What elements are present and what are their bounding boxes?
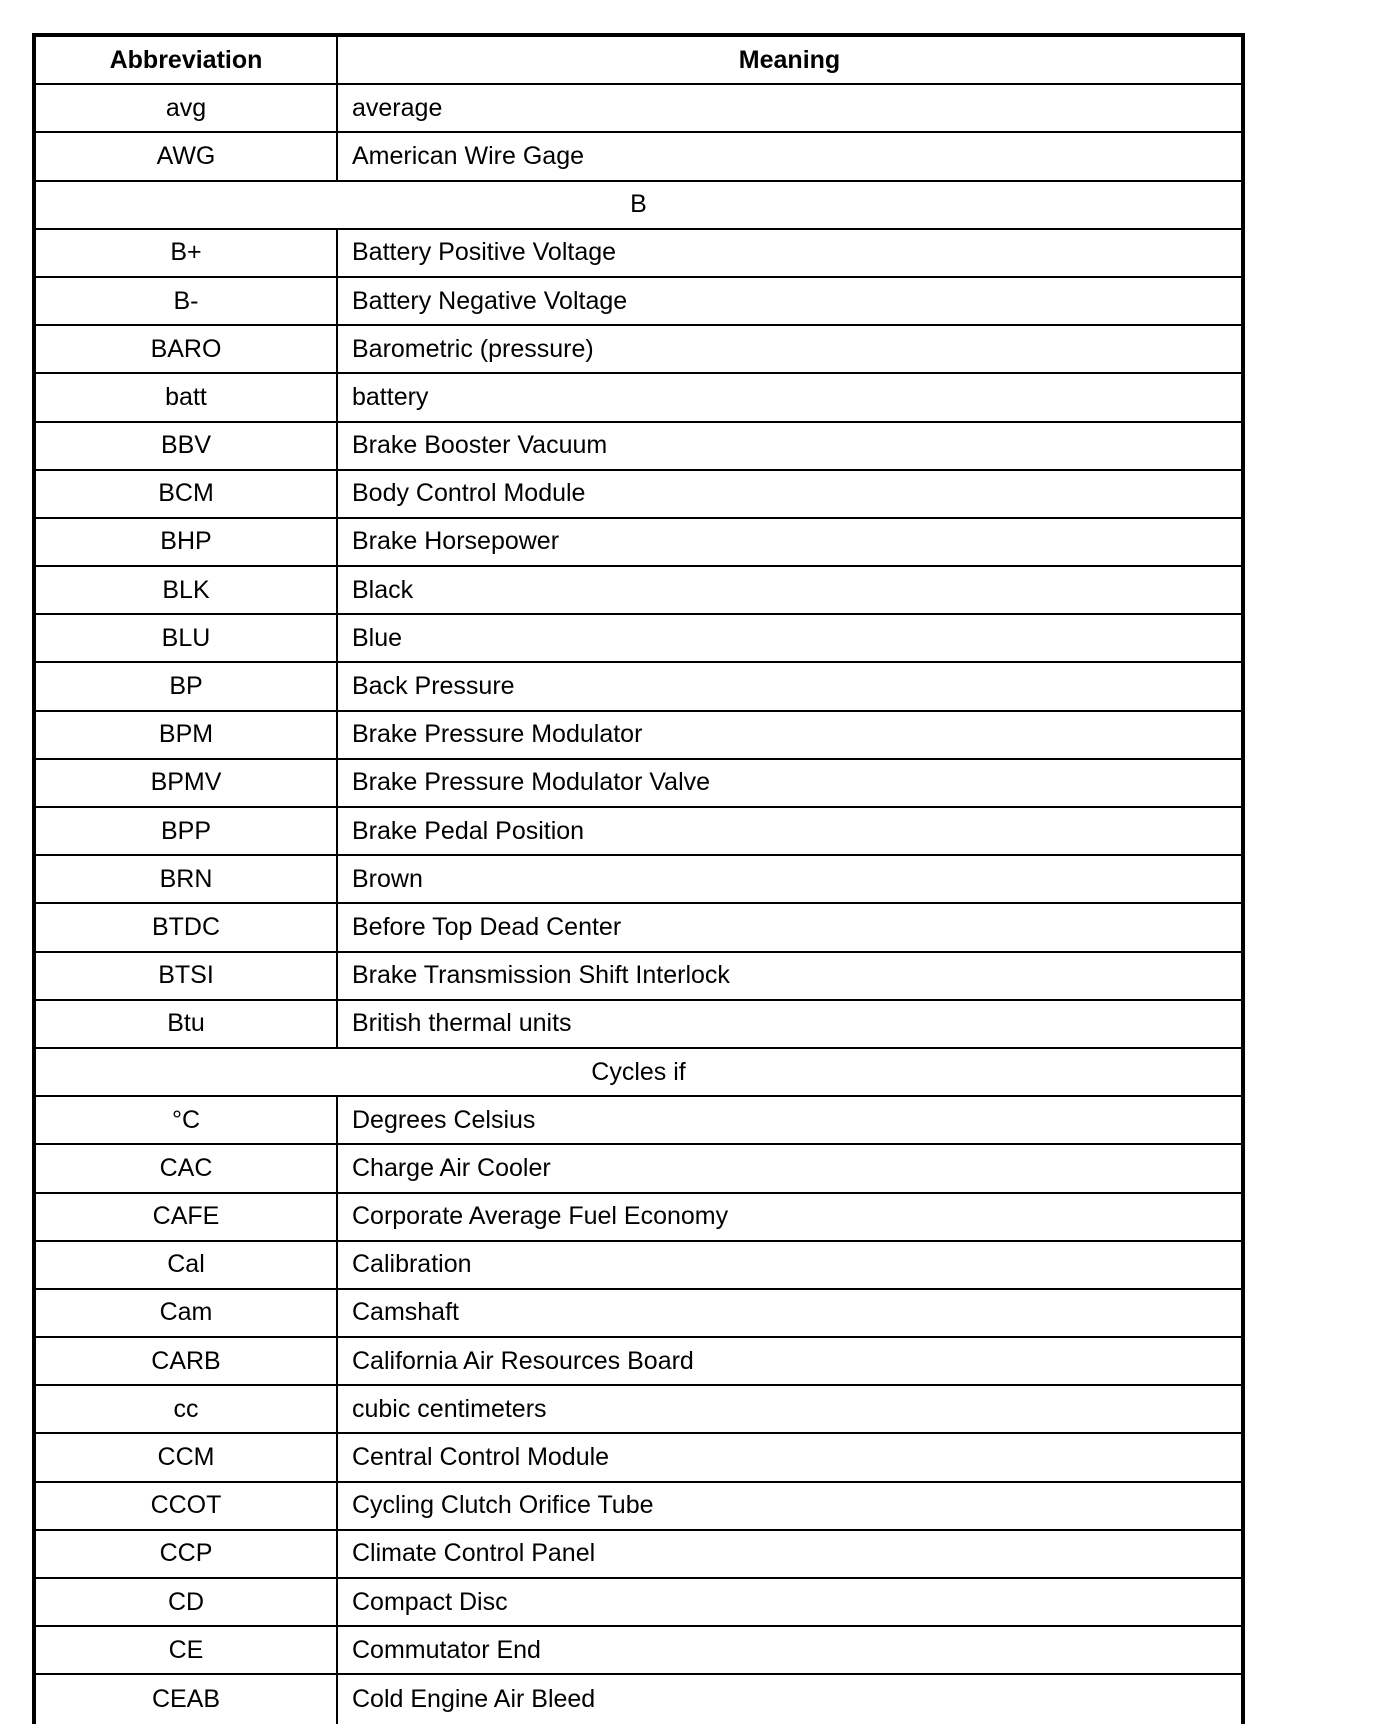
abbreviation-cell: BLU [36, 615, 338, 661]
meaning-cell: Corporate Average Fuel Economy [352, 1202, 729, 1231]
meaning-cell: Climate Control Panel [352, 1539, 596, 1568]
abbreviation-cell: BP [36, 663, 338, 709]
table-row [36, 278, 1241, 326]
abbreviation-cell: Btu [36, 1001, 338, 1047]
abbreviation-cell: BHP [36, 519, 338, 565]
abbreviation-cell: BTDC [36, 904, 338, 950]
meaning-cell: Brake Pressure Modulator Valve [352, 768, 711, 797]
abbreviation-cell: BCM [36, 471, 338, 517]
abbreviation-cell: BTSI [36, 953, 338, 999]
table-row [36, 1675, 1241, 1723]
table-row [36, 326, 1241, 374]
table-row [36, 712, 1241, 760]
table-row [36, 1386, 1241, 1434]
table-row [36, 1531, 1241, 1579]
table-row [36, 663, 1241, 711]
meaning-cell: Brake Pedal Position [352, 816, 585, 845]
meaning-cell: Compact Disc [352, 1587, 508, 1616]
meaning-cell: battery [352, 382, 429, 411]
abbreviation-cell: CD [36, 1579, 338, 1625]
table-row [36, 1483, 1241, 1531]
section-label: B [630, 190, 647, 219]
abbreviation-cell: BPP [36, 808, 338, 854]
meaning-cell: Body Control Module [352, 479, 586, 508]
table-body [36, 85, 1241, 1723]
table-row [36, 1579, 1241, 1627]
abbreviation-cell: CEAB [36, 1675, 338, 1723]
table-header-row [36, 37, 1241, 85]
meaning-cell: cubic centimeters [352, 1394, 547, 1423]
meaning-cell: Camshaft [352, 1298, 459, 1327]
abbreviation-cell: BPMV [36, 760, 338, 806]
abbreviation-cell: BPM [36, 712, 338, 758]
abbreviation-cell: B+ [36, 230, 338, 276]
table-row [36, 1627, 1241, 1675]
table-row [36, 374, 1241, 422]
table-row [36, 1001, 1241, 1049]
abbreviation-cell: BRN [36, 856, 338, 902]
meaning-cell: Brown [352, 864, 423, 893]
table-row [36, 471, 1241, 519]
abbreviation-cell: °C [36, 1097, 338, 1143]
meaning-cell: California Air Resources Board [352, 1346, 694, 1375]
abbreviation-cell: CAFE [36, 1194, 338, 1240]
meaning-cell: Barometric (pressure) [352, 334, 594, 363]
abbreviation-cell: Cam [36, 1290, 338, 1336]
table-row [36, 904, 1241, 952]
table-row [36, 423, 1241, 471]
abbreviation-cell: B- [36, 278, 338, 324]
table-row [36, 1338, 1241, 1386]
meaning-cell: Brake Pressure Modulator [352, 720, 643, 749]
abbreviation-cell: CARB [36, 1338, 338, 1384]
section-row [36, 1049, 1241, 1097]
table-row [36, 760, 1241, 808]
table-row [36, 1194, 1241, 1242]
section-row [36, 182, 1241, 230]
table-row [36, 615, 1241, 663]
abbreviation-cell: BBV [36, 423, 338, 469]
abbreviation-cell: batt [36, 374, 338, 420]
meaning-cell: Degrees Celsius [352, 1105, 536, 1134]
meaning-cell: Cold Engine Air Bleed [352, 1684, 596, 1713]
table-row [36, 85, 1241, 133]
meaning-cell: Black [352, 575, 414, 604]
section-label: Cycles if [591, 1057, 686, 1086]
meaning-cell: Brake Transmission Shift Interlock [352, 961, 730, 990]
table-row [36, 1097, 1241, 1145]
table-row [36, 519, 1241, 567]
meaning-cell: Commutator End [352, 1635, 541, 1664]
abbreviation-cell: AWG [36, 133, 338, 179]
abbreviation-cell: CCM [36, 1434, 338, 1480]
meaning-cell: Charge Air Cooler [352, 1153, 551, 1182]
header-meaning: Meaning [738, 45, 841, 74]
table-row [36, 808, 1241, 856]
table-row [36, 1290, 1241, 1338]
meaning-cell: British thermal units [352, 1009, 572, 1038]
abbreviation-cell: CCOT [36, 1483, 338, 1529]
meaning-cell: average [352, 93, 443, 122]
header-abbreviation: Abbreviation [36, 37, 338, 83]
meaning-cell: Battery Negative Voltage [352, 286, 628, 315]
table-row [36, 1145, 1241, 1193]
table-row [36, 133, 1241, 181]
meaning-cell: Brake Booster Vacuum [352, 431, 608, 460]
meaning-cell: Before Top Dead Center [352, 912, 622, 941]
meaning-cell: Cycling Clutch Orifice Tube [352, 1491, 654, 1520]
table-row [36, 953, 1241, 1001]
meaning-cell: Blue [352, 623, 403, 652]
abbreviation-cell: BLK [36, 567, 338, 613]
table-row [36, 856, 1241, 904]
table-row [36, 1434, 1241, 1482]
table-row [36, 1242, 1241, 1290]
abbreviation-cell: avg [36, 85, 338, 131]
meaning-cell: Battery Positive Voltage [352, 238, 617, 267]
abbreviation-cell: BARO [36, 326, 338, 372]
abbreviation-cell: CCP [36, 1531, 338, 1577]
abbreviation-cell: cc [36, 1386, 338, 1432]
table-row [36, 567, 1241, 615]
abbreviation-table [32, 33, 1245, 1724]
meaning-cell: Brake Horsepower [352, 527, 560, 556]
abbreviation-cell: CAC [36, 1145, 338, 1191]
meaning-cell: Central Control Module [352, 1443, 610, 1472]
abbreviation-cell: Cal [36, 1242, 338, 1288]
abbreviation-cell: CE [36, 1627, 338, 1673]
meaning-cell: Calibration [352, 1250, 472, 1279]
meaning-cell: American Wire Gage [352, 141, 585, 170]
table-row [36, 230, 1241, 278]
meaning-cell: Back Pressure [352, 672, 515, 701]
